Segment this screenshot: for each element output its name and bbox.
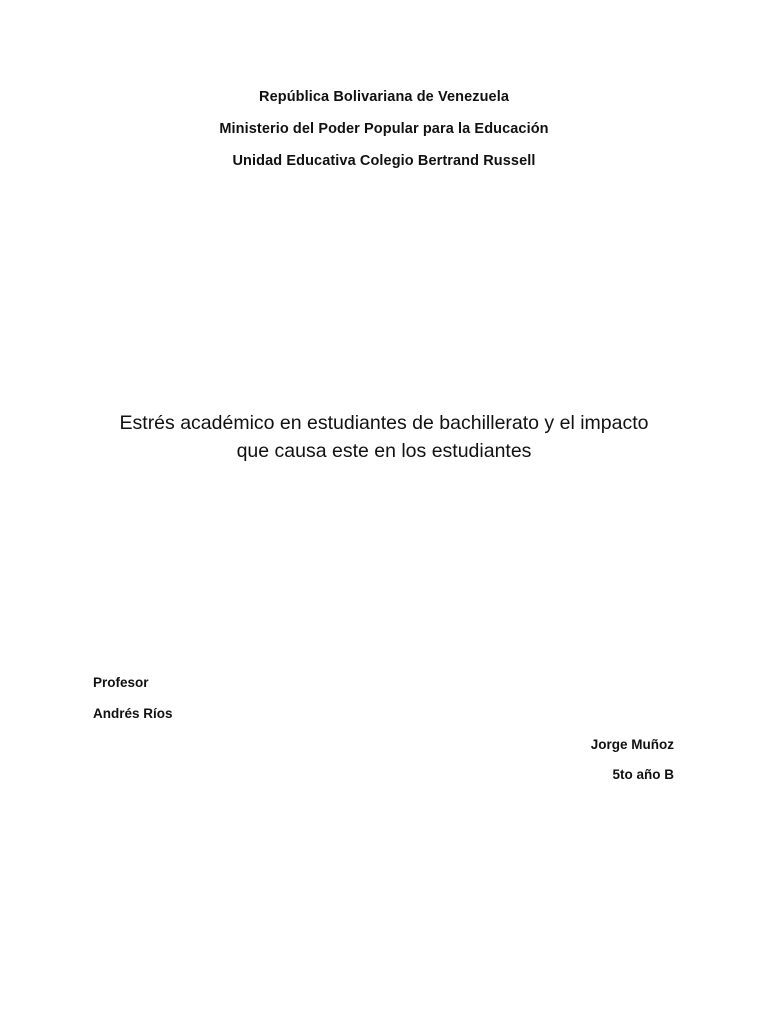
document-title [60,409,708,465]
teacher-label: Profesor [93,675,149,690]
document-title-line-1: Estrés académico en estudiantes de bachillerato y el impacto [119,412,649,434]
teacher-name: Andrés Ríos [93,706,173,721]
ministry-name: Ministerio del Poder Popular para la Educación [219,121,549,137]
country-name: República Bolivariana de Venezuela [259,89,509,105]
school-name: Unidad Educativa Colegio Bertrand Russell [232,153,536,169]
student-grade: 5to año B [612,767,674,782]
student-name: Jorge Muñoz [590,737,674,752]
document-title-line-2: que causa este en los estudiantes [236,440,532,462]
